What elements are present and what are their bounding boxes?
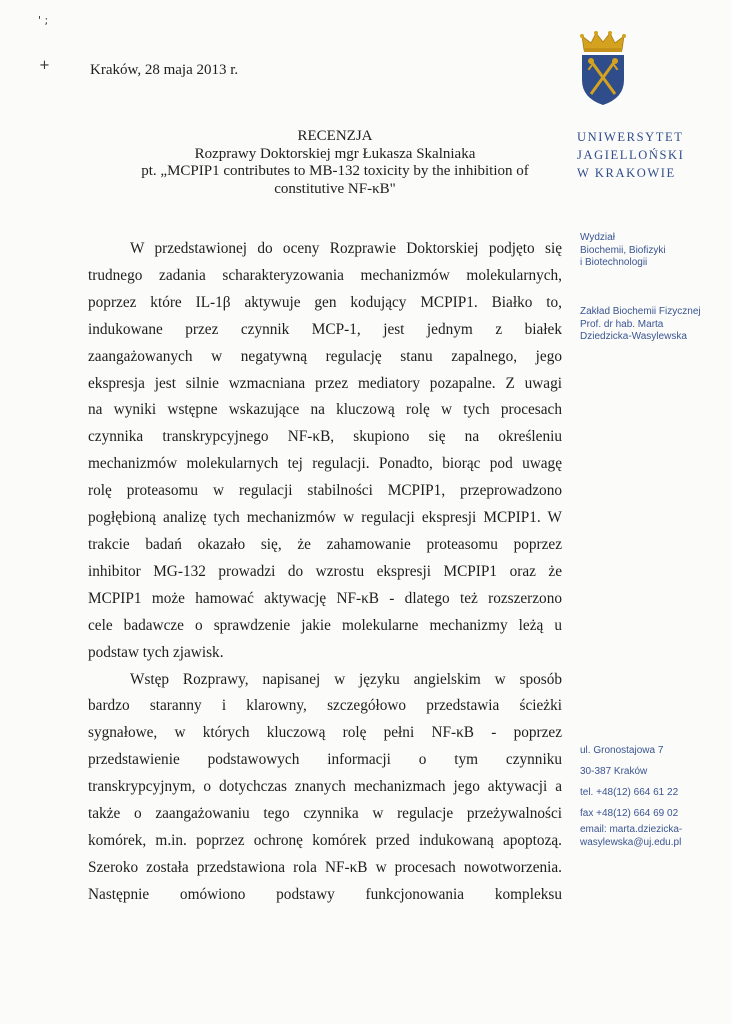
university-name-line: UNIWERSYTET [577, 130, 684, 144]
department-line: i Biotechnologii [580, 257, 648, 268]
contact-street: ul. Gronostajowa 7 [580, 745, 664, 756]
body-line: pogłębioną analizę tych mechanizmów w regulacji ekspresji MCPIP1. W [88, 509, 562, 527]
contact-city: 30-387 Kraków [580, 766, 648, 777]
margin-mark-middle: + [39, 58, 50, 73]
title-line: Rozprawy Doktorskiej mgr Łukasza Skalniaka [194, 145, 476, 162]
university-name-line: W KRAKOWIE [577, 166, 676, 180]
contact-email: wasylewska@uj.edu.pl [580, 836, 682, 848]
title-line: constitutive NF-κB" [274, 180, 396, 197]
body-line: indukowane przez czynnik MCP-1, jest jednym z białek [88, 320, 562, 338]
body-line: Wstęp Rozprawy, napisanej w języku angielskim w sposób [130, 670, 562, 688]
place-date: Kraków, 28 maja 2013 r. [90, 62, 239, 78]
document-title [120, 128, 550, 198]
contact-fax: fax +48(12) 664 69 02 [580, 808, 679, 819]
body-line: podstaw tych zjawisk. [88, 643, 224, 661]
contact-phone: tel. +48(12) 664 61 22 [580, 787, 679, 798]
sidebar-contact [580, 740, 720, 849]
body-line: bardzo staranny i klarowny, szczegółowo przedstawia ścieżki [88, 697, 562, 715]
department-line: Biochemii, Biofizyki [580, 244, 666, 256]
body-line: sygnałowe, w których kluczową rolę pełni NF-κB - poprzez [88, 724, 562, 742]
body-line: trudnego zadania scharakteryzowania mechanizmów molekularnych, [88, 266, 562, 284]
body-line: rolę proteasomu w regulacji stabilności MCPIP1, przeprowadzono [88, 482, 562, 500]
body-line: zaangażowanych w negatywną regulację stanu zapalnego, jego [88, 347, 562, 365]
body-line: komórek, m.in. poprzez ochronę komórek przed indukowaną apoptozą. [88, 831, 562, 849]
university-crest-icon [578, 28, 628, 106]
body-line: czynnika transkrypcyjnego NF-κB, skupiono się na określeniu [88, 428, 562, 446]
chair-line: Dziedzicka-Wasylewska [580, 331, 687, 342]
body-line: Szeroko została przedstawiona rola NF-κB w procesach nowotworzenia. [88, 858, 562, 876]
body-line: inhibitor MG-132 prowadzi do wzrostu ekspresji MCPIP1 oraz że [88, 562, 562, 580]
margin-mark-top: ' ; [38, 14, 49, 27]
sidebar-department [580, 232, 720, 270]
chair-line: Zakład Biochemii Fizycznej [580, 306, 701, 317]
body-line: ekspresja jest silnie wzmacniana przez mediatory pozapalne. Z uwagi [88, 374, 562, 392]
body-line: transkrypcyjnym, o dotychczas znanych mechanizmach jego aktywacji a [88, 778, 562, 796]
body-line: W przedstawionej do oceny Rozprawie Doktorskiej podjęto się [130, 240, 562, 257]
body-line: na wyniki wstępne wskazujące na kluczową rolę w tych procesach [88, 401, 562, 419]
review-body [88, 236, 562, 909]
sidebar-chair [580, 306, 720, 344]
title-line: pt. „MCPIP1 contributes to MB-132 toxicity by the inhibition of [141, 163, 529, 179]
body-line: cele badawcze o sprawdzenie jakie molekularne mechanizmy leżą u [88, 616, 562, 634]
title-line: RECENZJA [297, 128, 373, 144]
body-line: trakcie badań okazało się, że zahamowanie proteasomu poprzez [88, 535, 562, 553]
university-name-line: JAGIELLOŃSKI [577, 148, 685, 162]
body-line: mechanizmów molekularnych tej regulacji. Ponadto, biorąc pod uwagę [88, 455, 562, 473]
chair-line: Prof. dr hab. Marta [580, 318, 664, 330]
body-line: przedstawienie podstawowych informacji o tym czynniku [88, 751, 562, 769]
contact-email: email: marta.dziezicka- [580, 824, 683, 835]
body-line: MCPIP1 może hamować aktywację NF-κB - dlatego też rozszerzono [88, 589, 562, 607]
body-line: poprzez które IL-1β aktywuje gen kodujący MCPIP1. Białko to, [88, 293, 562, 311]
body-line: Następnie omówiono podstawy funkcjonowania kompleksu [88, 885, 562, 903]
department-line: Wydział [580, 232, 615, 243]
body-line: także o zaangażowaniu tego czynnika w regulacje przeżywalności [88, 805, 562, 823]
university-name [577, 128, 697, 182]
